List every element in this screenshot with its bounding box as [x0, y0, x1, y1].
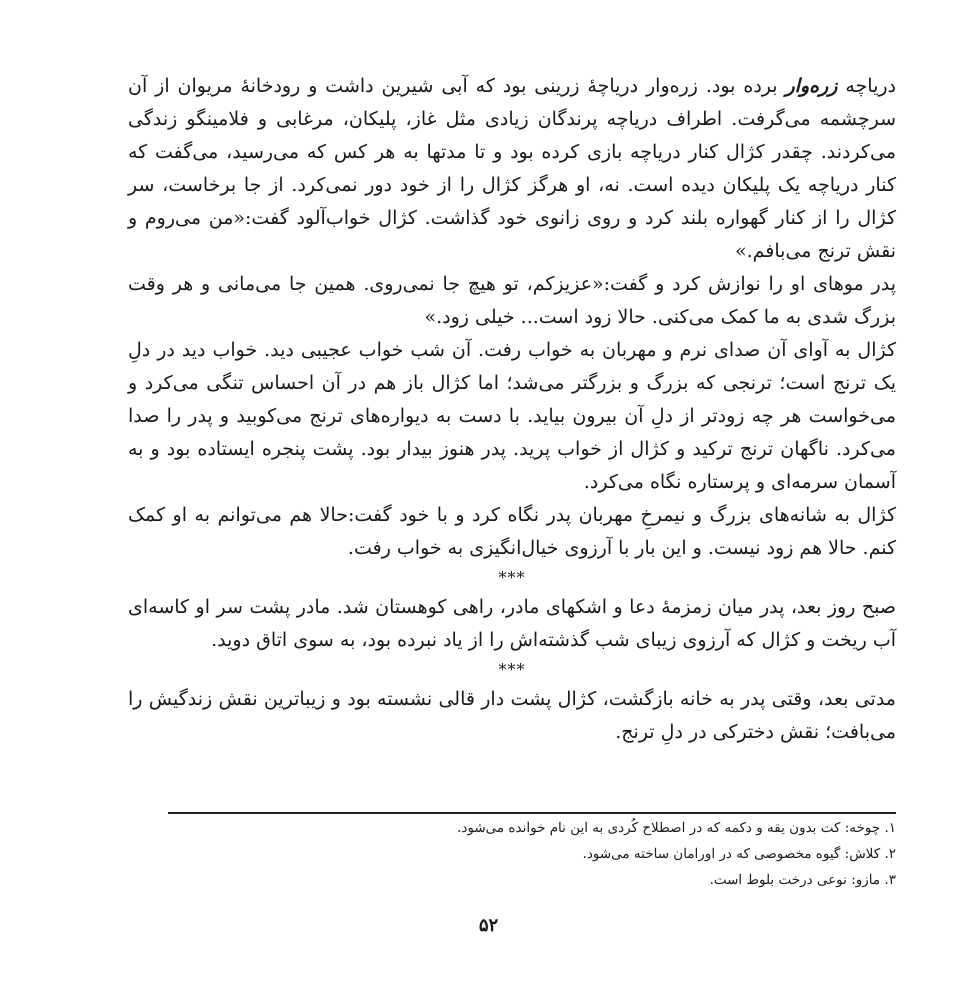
page-number: ۵۲	[478, 915, 499, 936]
footnote-3: ۳. مازو: نوعی درخت بلوط است.	[709, 872, 896, 888]
footnote-2: ۲. کلاش: گیوه مخصوصی که در اورامان ساخته می‌شود.	[582, 846, 896, 862]
paragraph-1-start: دریاچه	[837, 75, 896, 97]
paragraph-4: کژال به شانه‌های بزرگ و نیمرخِ مهربان پدر نگاه کرد و با خود گفت:حالا هم می‌توانم به او کمک کنم. حالا هم زود نیست. و این بار با آرزوی خیال‌انگیزی به خواب رفت.	[128, 504, 896, 559]
paragraph-5: صبح روز بعد، پدر میان زمزمهٔ دعا و اشکهای مادر، راهی کوهستان شد. مادر پشت سر او کاسه‌ای آب ریخت و کژال که آرزوی زیبای شب گذشته‌اش را از یاد نبرده بود، به سوی اتاق دوید.	[128, 596, 896, 651]
footnotes	[168, 815, 896, 893]
footnote-1: ۱. چوخه: کت بدون یقه و دکمه که در اصطلاح کُردی به این نام خوانده می‌شود.	[457, 820, 896, 836]
section-separator-2: ***	[498, 660, 526, 679]
page-body	[128, 70, 896, 749]
paragraph-2: پدر موهای او را نوازش کرد و گفت:«عزیزکم، تو هیچ جا نمی‌روی. همین جا می‌مانی و هر وقت بزرگ شدی به ما کمک می‌کنی. حالا زود است... خیلی زود.»	[128, 273, 896, 328]
paragraph-1	[128, 70, 896, 268]
emphasized-place-name: زره‌وار	[785, 75, 838, 97]
section-separator-1: ***	[498, 568, 526, 587]
paragraph-6: مدتی بعد، وقتی پدر به خانه بازگشت، کژال پشت دار قالی نشسته بود و زیباترین نقش زندگیش را می‌بافت؛ نقش دخترکی در دلِ ترنج.	[128, 688, 896, 743]
paragraph-3: کژال به آوای آن صدای نرم و مهربان به خواب رفت. آن شب خواب عجیبی دید. خواب دید در دلِ یک ترنج است؛ ترنجی که بزرگ و بزرگتر می‌شد؛ اما کژال باز هم در آن احساس تنگی می‌کرد و می‌خواست هر چه زودتر از دلِ آن بیرون بیاید. با دست به دیواره‌های ترنج می‌کوبید و پدر را صدا می‌کرد. ناگهان ترنج ترکید و کژال از خواب پرید. پدر هنوز بیدار بود. پشت پنجره ایستاده بود و به آسمان سرمه‌ای و پرستاره نگاه می‌کرد.	[128, 339, 896, 493]
footnote-divider	[168, 812, 896, 814]
paragraph-1-rest: برده بود. زره‌وار دریاچهٔ زرینی بود که آبی شیرین داشت و رودخانهٔ مریوان از آن سرچشمه می‌گرفت. اطراف دریاچه پرندگان زیادی مثل غاز، پلیکان، مرغابی و فلامینگو زندگی می‌کردند. چقدر کژال کنار دریاچه بازی کرده بود و تا مدتها به هر کس که می‌رسید، می‌گفت که کنار دریاچه یک پلیکان دیده است. نه، او هرگز کژال را از خود دور نمی‌کرد. از جا برخاست، سر کژال را از کنار گهواره بلند کرد و روی زانوی خود گذاشت. کژال خواب‌آلود گفت:«من می‌روم و نقش ترنج می‌بافم.»	[128, 75, 896, 262]
